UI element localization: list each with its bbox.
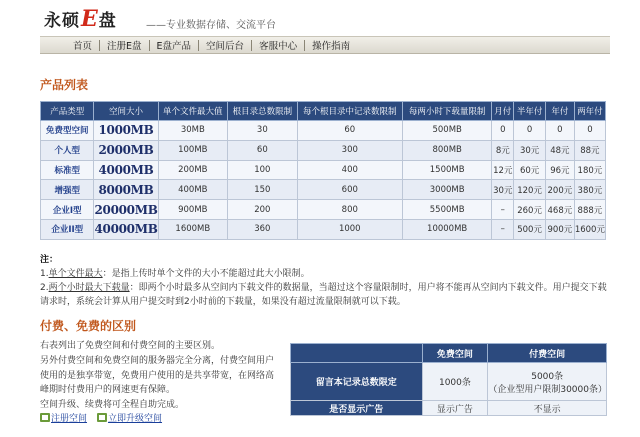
table-cell: 5500MB xyxy=(402,200,491,220)
col-header: 每个根目录中记录数限制 xyxy=(297,102,402,121)
table-cell: 60 xyxy=(228,140,298,160)
nav-support[interactable]: 客服中心 xyxy=(259,41,298,52)
nav-products[interactable]: E盘产品 xyxy=(156,41,192,52)
table-cell: 500MB xyxy=(402,121,491,141)
compare-cell: 不显示 xyxy=(488,401,607,416)
table-cell: 180元 xyxy=(574,160,605,180)
nav-register[interactable]: 注册E盘 xyxy=(107,41,142,52)
table-cell: – xyxy=(492,200,514,220)
table-cell: 30元 xyxy=(492,180,514,200)
nav-space-admin[interactable]: 空间后台 xyxy=(206,41,245,52)
table-row xyxy=(41,180,606,200)
col-header: 年付 xyxy=(545,102,574,121)
slogan: ——专业数据存储、交流平台 xyxy=(146,20,276,31)
table-cell: 8元 xyxy=(492,140,514,160)
action-links xyxy=(40,411,162,424)
compare-cell: 1000条 xyxy=(422,363,488,401)
compare-cell xyxy=(488,363,607,401)
product-type: 企业II型 xyxy=(41,219,94,239)
diff-line: 右表列出了免费空间和付费空间的主要区别。 xyxy=(40,341,221,351)
table-cell: 60 xyxy=(297,121,402,141)
note-2-prefix: 2. xyxy=(40,283,49,293)
table-cell: 900MB xyxy=(158,200,228,220)
table-cell: 200MB xyxy=(158,160,228,180)
table-cell: 120元 xyxy=(514,180,546,200)
table-cell: 200元 xyxy=(545,180,574,200)
diff-line: 使用的是独享带宽，免费用户使用的是共享带宽，在网络高 xyxy=(40,370,275,381)
col-header: 月付 xyxy=(492,102,514,121)
table-cell: 10000MB xyxy=(402,219,491,239)
space-size: 40000MB xyxy=(94,219,158,239)
space-size: 2000MB xyxy=(94,140,158,160)
table-cell: 380元 xyxy=(574,180,605,200)
logo-text-end: 盘 xyxy=(98,11,117,31)
compare-col-paid: 付费空间 xyxy=(488,344,607,363)
table-cell: 0 xyxy=(492,121,514,141)
table-cell: 48元 xyxy=(545,140,574,160)
notes-title: 注： xyxy=(40,255,59,265)
register-icon xyxy=(40,413,50,422)
table-cell: 30 xyxy=(228,121,298,141)
table-cell: 3000MB xyxy=(402,180,491,200)
note-2 xyxy=(40,281,615,309)
compare-corner xyxy=(291,344,423,363)
product-type: 免费型空间 xyxy=(41,121,94,141)
col-header: 根目录总数限制 xyxy=(228,102,298,121)
table-cell: 0 xyxy=(574,121,605,141)
table-cell: 600 xyxy=(297,180,402,200)
upgrade-icon xyxy=(97,413,107,422)
col-header: 产品类型 xyxy=(41,102,94,121)
compare-header xyxy=(291,344,607,363)
col-header: 单个文件最大值 xyxy=(158,102,228,121)
table-cell: 88元 xyxy=(574,140,605,160)
compare-row xyxy=(291,363,607,401)
note-2-text: ：即两个小时最多从空间内下载文件的数据量，当超过这个容量限制时，用户将不能再从空间内下载文件。用户提交下载请求时，系统会计算从用户提交时到2小时前的下载量，如果没有超过流量限制就可以下载。 xyxy=(40,283,607,307)
table-cell: 360 xyxy=(228,219,298,239)
table-cell: 60元 xyxy=(514,160,546,180)
compare-row-label: 留言本记录总数限定 xyxy=(291,363,423,401)
diff-line: 峰期时付费用户的网速更有保障。 xyxy=(40,385,176,396)
table-cell: 1000 xyxy=(297,219,402,239)
logo[interactable] xyxy=(44,6,117,32)
upgrade-space-link[interactable] xyxy=(97,411,162,424)
nav-guide[interactable]: 操作指南 xyxy=(312,41,351,52)
table-cell: 96元 xyxy=(545,160,574,180)
register-space-link[interactable] xyxy=(40,411,87,424)
table-cell: 1600元 xyxy=(574,219,605,239)
table-cell: 150 xyxy=(228,180,298,200)
table-cell: 468元 xyxy=(545,200,574,220)
compare-row-label: 是否显示广告 xyxy=(291,401,423,416)
register-link-label: 注册空间 xyxy=(51,414,88,424)
logo-e-mark: E xyxy=(81,6,98,32)
upgrade-link-label: 立即升级空间 xyxy=(108,414,163,424)
note-1-prefix: 1. xyxy=(40,269,49,279)
space-size: 8000MB xyxy=(94,180,158,200)
col-header: 两年付 xyxy=(574,102,605,121)
table-row xyxy=(41,140,606,160)
space-size: 20000MB xyxy=(94,200,158,220)
table-cell: 400MB xyxy=(158,180,228,200)
table-cell: 260元 xyxy=(514,200,546,220)
col-header: 每两小时下载量限制 xyxy=(402,102,491,121)
logo-text: 永硕 xyxy=(44,11,80,31)
note-2-term: 两个小时最大下载量 xyxy=(48,283,130,293)
table-cell: – xyxy=(492,219,514,239)
table-cell: 1600MB xyxy=(158,219,228,239)
table-cell: 100 xyxy=(228,160,298,180)
table-cell: 12元 xyxy=(492,160,514,180)
diff-line: 空间升级、续费将可全程自助完成。 xyxy=(40,400,185,411)
header xyxy=(0,0,640,36)
space-size: 4000MB xyxy=(94,160,158,180)
table-cell: 800MB xyxy=(402,140,491,160)
product-table-header xyxy=(41,102,606,121)
diff-title: 付费、免费的区别 xyxy=(40,319,137,333)
col-header: 空间大小 xyxy=(94,102,158,121)
table-row xyxy=(41,121,606,141)
table-cell: 0 xyxy=(545,121,574,141)
space-size: 1000MB xyxy=(94,121,158,141)
product-list-title: 产品列表 xyxy=(40,78,89,92)
table-cell: 800 xyxy=(297,200,402,220)
product-type: 标准型 xyxy=(41,160,94,180)
col-header: 半年付 xyxy=(514,102,546,121)
compare-paid-line2: （企业型用户限制30000条） xyxy=(488,384,607,395)
table-row xyxy=(41,219,606,239)
table-row xyxy=(41,200,606,220)
table-cell: 100MB xyxy=(158,140,228,160)
table-cell: 30MB xyxy=(158,121,228,141)
diff-description xyxy=(40,339,290,413)
diff-line: 另外付费空间和免费空间的服务器完全分离，付费空间用户 xyxy=(40,355,275,366)
product-type: 个人型 xyxy=(41,140,94,160)
table-cell: 300 xyxy=(297,140,402,160)
product-type: 增强型 xyxy=(41,180,94,200)
table-cell: 0 xyxy=(514,121,546,141)
main-nav xyxy=(40,36,610,54)
compare-cell: 显示广告 xyxy=(422,401,488,416)
table-cell: 500元 xyxy=(514,219,546,239)
compare-table xyxy=(290,343,607,416)
note-1-term: 单个文件最大 xyxy=(48,269,103,279)
compare-col-free: 免费空间 xyxy=(422,344,488,363)
table-cell: 900元 xyxy=(545,219,574,239)
note-1-text: ：是指上传时单个文件的大小不能超过此大小限制。 xyxy=(102,269,310,279)
compare-row xyxy=(291,401,607,416)
table-row xyxy=(41,160,606,180)
table-cell: 400 xyxy=(297,160,402,180)
compare-paid-line1: 5000条 xyxy=(531,371,564,382)
note-1 xyxy=(40,267,615,281)
product-table xyxy=(40,101,606,240)
notes xyxy=(40,253,615,309)
nav-home[interactable]: 首页 xyxy=(73,41,93,52)
table-cell: 888元 xyxy=(574,200,605,220)
product-type: 企业I型 xyxy=(41,200,94,220)
table-cell: 30元 xyxy=(514,140,546,160)
table-cell: 1500MB xyxy=(402,160,491,180)
table-cell: 200 xyxy=(228,200,298,220)
